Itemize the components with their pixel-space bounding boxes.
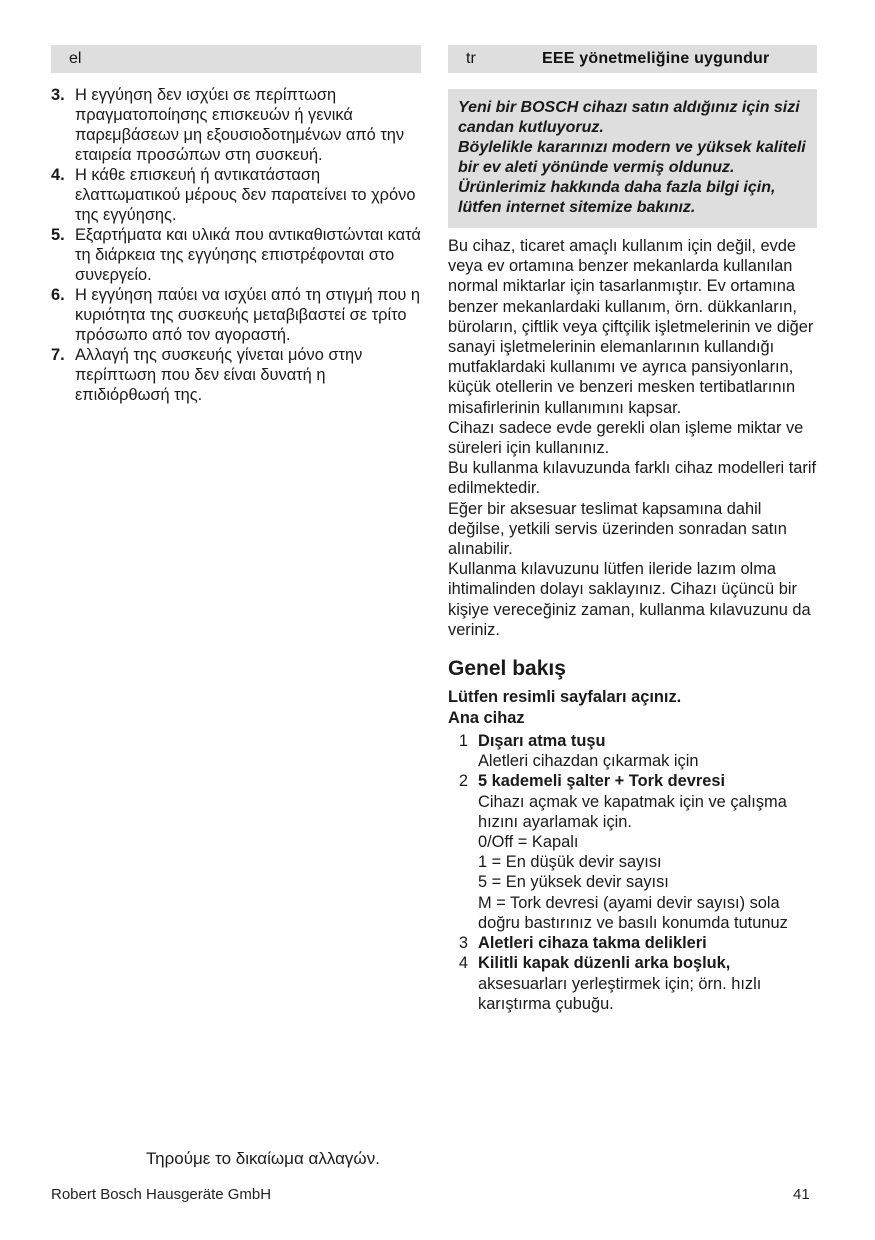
part-title: Aletleri cihaza takma delikleri — [478, 934, 707, 953]
intro-line: Yeni bir BOSCH cihazı satın aldığınız için sizi candan kutluyoruz. — [458, 99, 800, 136]
paragraph: Eğer bir aksesuar teslimat kapsamına dahil değilse, yetkili servis üzerinden sonradan satın alınabilir. — [448, 499, 787, 559]
part-line: 5 = En yüksek devir sayısı — [478, 873, 669, 892]
list-item — [51, 225, 421, 285]
part-line: M = Tork devresi (ayami devir sayısı) sola doğru bastırınız ve basılı konumda tutunuz — [478, 893, 788, 932]
part-number: 2 — [458, 772, 468, 791]
language-code-el: el — [69, 50, 82, 67]
header-title: EEE yönetmeliğine uygundur — [542, 50, 770, 67]
paragraph: Cihazı sadece evde gerekli olan işleme miktar ve süreleri için kullanınız. — [448, 418, 804, 458]
footer-company: Robert Bosch Hausgeräte GmbH — [51, 1186, 272, 1203]
left-column — [51, 45, 421, 405]
page-number: 41 — [793, 1186, 810, 1203]
paragraph: Kullanma kılavuzunu lütfen ileride lazım olma ihtimalinden dolayı saklayınız. Cihazı üçüncü bir kişiye vereceğiniz zaman, kullanma kılavuzunu da veriniz. — [448, 560, 811, 639]
item-number: 7. — [51, 346, 65, 364]
part-line: Aletleri cihazdan çıkarmak için — [478, 752, 699, 771]
item-text: Η εγγύηση δεν ισχύει σε περίπτωση πραγματοποίησης επισκευών ή γενικά παρεμβάσεων μη εξουσιοδοτημένων από την εταιρεία προσώπων στη συσκευή. — [75, 86, 405, 164]
part-title: Dışarı atma tuşu — [478, 732, 606, 751]
part-line: 1 = En düşük devir sayısı — [478, 853, 662, 872]
part-line: 0/Off = Kapalı — [478, 833, 579, 852]
item-number: 5. — [51, 226, 65, 244]
main-unit-heading: Ana cihaz — [448, 709, 525, 728]
list-item — [51, 165, 421, 225]
part-line: Cihazı açmak ve kapatmak için ve çalışma hızını ayarlamak için. — [478, 792, 787, 831]
paragraph: Bu cihaz, ticaret amaçlı kullanım için değil, evde veya ev ortamına benzer mekanlarda kullanılan normal miktarlar için tasarlanmıştır. Ev ortamına benzer mekanlardaki kullanım, örn. dükkanların, büroların, çiftlik veya çiftçilik işletmelerinin ve diğer sanayi işletmelerinin elemanlarının kullandığı mutfaklardaki kullanımı ve ayrıca pansiyonların, küçük otellerin ve benzeri mesken tertibatlarının misafirlerinin kullanımını kapsar. — [448, 237, 814, 417]
part-item — [448, 933, 817, 953]
parts-list — [448, 731, 817, 1014]
part-title: 5 kademeli şalter + Tork devresi — [478, 772, 726, 791]
part-number: 3 — [458, 934, 468, 953]
open-pages-note: Lütfen resimli sayfaları açınız. — [448, 688, 682, 707]
section-title: Genel bakış — [448, 657, 566, 681]
language-code-tr: tr — [466, 50, 476, 67]
list-item — [51, 285, 421, 345]
left-header-bar — [51, 45, 421, 73]
part-item — [448, 771, 817, 933]
item-number: 6. — [51, 286, 65, 304]
part-line: aksesuarları yerleştirmek için; örn. hızlı karıştırma çubuğu. — [478, 974, 762, 1013]
item-number: 3. — [51, 86, 65, 104]
item-text: Η κάθε επισκευή ή αντικατάσταση ελαττωματικού μέρους δεν παρατείνει το χρόνο της εγγύησης. — [75, 166, 416, 224]
part-title: Kilitli kapak düzenli arka boşluk, — [478, 954, 731, 973]
part-item — [448, 953, 817, 1014]
list-item — [51, 345, 421, 405]
item-text: Η εγγύηση παύει να ισχύει από τη στιγμή που η κυριότητα της συσκευής μεταβιβαστεί σε τρίτο πρόσωπο από τον αγοραστή. — [75, 286, 420, 344]
right-header-bar — [448, 45, 817, 73]
intended-use-text — [448, 236, 817, 640]
part-number: 4 — [458, 954, 468, 973]
warranty-terms-list — [51, 85, 421, 405]
intro-line: Böylelikle kararınızı modern ve yüksek kaliteli bir ev aleti yönünde vermiş oldunuz. Ürünlerimiz hakkında daha fazla bilgi için, lütfen internet sitemize bakınız. — [458, 139, 806, 216]
item-text: Αλλαγή της συσκευής γίνεται μόνο στην περίπτωση που δεν είναι δυνατή η επιδιόρθωσή της. — [75, 346, 363, 404]
item-text: Εξαρτήματα και υλικά που αντικαθιστώνται κατά τη διάρκεια της εγγύησης επιστρέφονται στο συνεργείο. — [75, 226, 421, 284]
part-item — [448, 731, 817, 771]
list-item — [51, 85, 421, 165]
changes-reserved-note: Τηρούμε το δικαίωμα αλλαγών. — [146, 1149, 380, 1168]
intro-box — [448, 89, 817, 228]
item-number: 4. — [51, 166, 65, 184]
right-column — [448, 45, 817, 1014]
part-number: 1 — [458, 732, 468, 751]
paragraph: Bu kullanma kılavuzunda farklı cihaz modelleri tarif edilmektedir. — [448, 459, 817, 498]
